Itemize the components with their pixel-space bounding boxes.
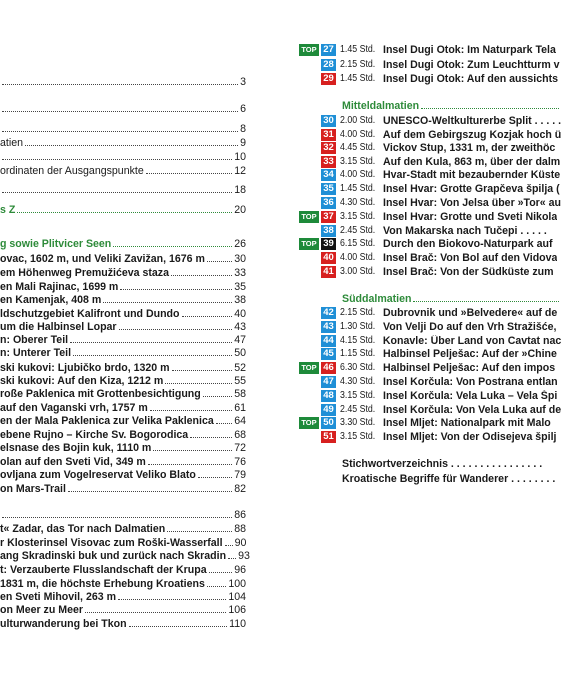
toc-page-number: 96 [234, 564, 246, 576]
dot-leader [153, 450, 232, 451]
toc-page-number: 76 [234, 456, 246, 468]
top-badge: TOP [299, 362, 319, 374]
tour-number: 35 [321, 183, 336, 195]
tour-entry[interactable] [296, 72, 561, 85]
dot-leader [2, 111, 238, 112]
toc-page-number: 64 [234, 415, 246, 427]
tour-entry[interactable] [296, 361, 561, 374]
toc-entry-title: ordinaten der Ausgangspunkte [0, 165, 144, 177]
toc-page-number: 30 [234, 253, 246, 265]
toc-entry-title: g sowie Plitvicer Seen [0, 238, 112, 250]
toc-entry-title: en der Mala Paklenica zur Velika Paklenica [0, 415, 214, 427]
dot-leader [225, 545, 233, 546]
dot-leader [167, 531, 232, 532]
toc-page-number: 38 [234, 294, 246, 306]
dot-leader [207, 586, 226, 587]
tour-entry[interactable] [296, 306, 561, 319]
dot-leader [103, 302, 232, 303]
section-title: Süddalmatien [342, 293, 412, 305]
toc-page-number: 9 [240, 137, 246, 149]
toc-entry-title: n: Unterer Teil [0, 347, 72, 359]
tour-title: Insel Korčula: Von Postrana entlan [383, 376, 558, 388]
tour-duration: 3.00 Std. [340, 266, 376, 277]
top-badge: TOP [299, 211, 319, 223]
index-entry[interactable] [342, 472, 561, 485]
toc-page-number: 72 [234, 442, 246, 454]
toc-entry[interactable] [0, 414, 246, 427]
toc-entry-title: en Kamenjak, 408 m [0, 294, 102, 306]
dot-leader [85, 612, 226, 613]
tour-entry[interactable] [296, 210, 561, 223]
tour-duration: 4.00 Std. [339, 129, 376, 140]
tour-duration: 4.30 Std. [340, 376, 376, 387]
toc-entry[interactable] [0, 536, 246, 549]
dot-leader [68, 491, 232, 492]
toc-entry[interactable] [0, 346, 246, 359]
toc-entry-title: ski kukovi: Ljubičko brdo, 1320 m [0, 362, 170, 374]
toc-entry[interactable] [0, 482, 246, 495]
tour-number: 39 [321, 238, 336, 250]
tour-duration: 3.15 Std. [340, 156, 376, 167]
tour-entry[interactable] [296, 237, 561, 250]
tour-number: 33 [321, 156, 336, 168]
toc-entry[interactable] [0, 387, 246, 400]
tour-duration: 6.15 Std. [340, 238, 376, 249]
toc-entry-title: ebene Rujno – Kirche Sv. Bogorodica [0, 429, 189, 441]
tour-title: Insel Brač: Von Bol auf den Vidova [383, 252, 558, 264]
dot-leader [17, 212, 232, 213]
tour-title: Von Velji Do auf den Vrh Stražišće, [383, 321, 557, 333]
tour-entry[interactable] [296, 58, 561, 71]
toc-page-number: 104 [228, 591, 246, 603]
toc-entry-title: en Mali Rajinac, 1699 m [0, 281, 119, 293]
toc-entry[interactable] [0, 75, 246, 88]
dot-leader [70, 342, 232, 343]
tour-title: Insel Mljet: Von der Odisejeva špilj [383, 431, 557, 443]
toc-page-number: 79 [234, 469, 246, 481]
tour-entry[interactable] [296, 168, 561, 181]
tour-entry[interactable] [296, 224, 561, 237]
tour-duration: 3.15 Std. [340, 211, 376, 222]
toc-page-number: 61 [234, 402, 246, 414]
toc-entry-title: ski kukovi: Auf den Kiza, 1212 m [0, 375, 164, 387]
tour-entry[interactable] [296, 43, 561, 56]
tour-number: 34 [321, 169, 336, 181]
toc-entry-title: on Mars-Trail [0, 483, 66, 495]
tour-entry[interactable] [296, 403, 561, 416]
dot-leader [25, 145, 238, 146]
section-title: Mitteldalmatien [342, 100, 420, 112]
tour-duration: 1.30 Std. [340, 321, 376, 332]
toc-entry[interactable] [0, 563, 246, 576]
dot-leader [203, 396, 232, 397]
dot-leader [2, 192, 232, 193]
toc-page-number: 68 [234, 429, 246, 441]
toc-entry[interactable] [0, 293, 246, 306]
dot-leader [2, 131, 238, 132]
tour-number: 41 [321, 266, 336, 278]
toc-entry-title: roße Paklenica mit Grottenbesichtigung [0, 388, 201, 400]
tour-entry[interactable] [296, 251, 561, 264]
tour-number: 51 [321, 431, 336, 443]
toc-entry[interactable] [0, 361, 246, 374]
toc-page-number: 10 [234, 151, 246, 163]
tour-number: 28 [321, 59, 336, 71]
toc-entry[interactable] [0, 617, 246, 630]
tour-number: 47 [321, 376, 336, 388]
toc-page-number: 12 [234, 165, 246, 177]
toc-entry[interactable] [0, 428, 246, 441]
toc-page-number: 90 [234, 537, 247, 549]
toc-entry[interactable] [0, 122, 246, 135]
tour-duration: 2.15 Std. [340, 59, 376, 70]
tour-title: Insel Brač: Von der Südküste zum [383, 266, 554, 278]
tour-duration: 1.45 Std. [340, 44, 376, 55]
tour-number: 36 [321, 197, 336, 209]
tour-duration: 3.15 Std. [340, 431, 376, 442]
tour-title: Halbinsel Pelješac: Auf den impos [383, 362, 556, 374]
tour-number: 40 [321, 252, 336, 264]
toc-entry-title: ovljana zum Vogelreservat Veliko Blato [0, 469, 196, 481]
tour-title: Insel Dugi Otok: Im Naturpark Tela [383, 44, 556, 56]
toc-entry-title: ulturwanderung bei Tkon [0, 618, 127, 630]
tour-duration: 2.00 Std. [339, 115, 376, 126]
toc-entry[interactable] [0, 508, 246, 521]
toc-entry-title: atien [0, 137, 23, 149]
tour-title: Insel Hvar: Grotte und Sveti Nikola [383, 211, 558, 223]
dot-leader [148, 464, 232, 465]
tour-duration: 2.45 Std. [339, 404, 376, 415]
toc-page-number: 6 [240, 103, 246, 115]
dot-leader [150, 410, 232, 411]
tour-duration: 3.15 Std. [340, 390, 376, 401]
toc-entry[interactable] [0, 237, 246, 250]
toc-entry[interactable] [0, 603, 246, 616]
tour-entry[interactable] [296, 347, 561, 360]
dot-leader [182, 316, 233, 317]
tour-number: 46 [321, 362, 336, 374]
tour-number: 27 [321, 44, 336, 56]
dot-leader [2, 84, 238, 85]
tour-duration: 4.00 Std. [340, 252, 376, 263]
dot-leader [216, 423, 232, 424]
toc-entry[interactable] [0, 136, 246, 149]
toc-entry[interactable] [0, 307, 246, 320]
tour-duration: 1.45 Std. [340, 183, 376, 194]
tour-number: 37 [321, 211, 336, 223]
tour-entry[interactable] [296, 416, 561, 429]
toc-entry[interactable] [0, 203, 246, 216]
dot-leader [207, 261, 232, 262]
toc-page-number: 110 [229, 618, 246, 630]
toc-page-number: 100 [228, 578, 246, 590]
top-badge: TOP [299, 238, 319, 250]
toc-entry-title: en Sveti Mihovil, 263 m [0, 591, 116, 603]
dot-leader [413, 301, 559, 302]
toc-entry[interactable] [0, 150, 246, 163]
toc-page-number: 88 [234, 523, 246, 535]
top-badge: TOP [299, 44, 319, 56]
tour-entry[interactable] [296, 141, 561, 154]
dot-leader [118, 599, 226, 600]
tour-number: 48 [321, 390, 336, 402]
index-entry-title: Stichwortverzeichnis . . . . . . . . . . . . . . . . [342, 458, 543, 470]
toc-page-number: 50 [234, 347, 246, 359]
tour-number: 30 [321, 115, 336, 127]
tour-title: Insel Korčula: Von Vela Luka auf de [382, 404, 561, 416]
tour-number: 49 [321, 404, 336, 416]
dot-leader [2, 517, 232, 518]
tour-title: Konavle: Über Land von Cavtat nac [382, 335, 561, 347]
dot-leader [129, 626, 228, 627]
tour-title: Halbinsel Pelješac: Auf der »Chine [383, 348, 557, 360]
tour-title: Insel Dugi Otok: Zum Leuchtturm v [383, 59, 560, 71]
tour-number: 31 [321, 129, 336, 141]
toc-page-number: 86 [234, 509, 246, 521]
tour-number: 44 [321, 335, 336, 347]
toc-page-number: 40 [234, 308, 246, 320]
toc-page-number: 52 [234, 362, 246, 374]
toc-page-number: 26 [234, 238, 246, 250]
tour-duration: 6.30 Std. [340, 362, 376, 373]
toc-entry-title: 1831 m, die höchste Erhebung Kroatiens [0, 578, 205, 590]
tour-number: 45 [321, 348, 336, 360]
tour-entry[interactable] [296, 128, 561, 141]
dot-leader [165, 383, 232, 384]
toc-entry-title: s Z [0, 204, 16, 216]
toc-entry[interactable] [0, 252, 246, 265]
tour-entry[interactable] [296, 430, 561, 443]
top-badge: TOP [299, 417, 319, 429]
tour-entry[interactable] [296, 265, 561, 278]
tour-entry[interactable] [296, 155, 561, 168]
dot-leader [120, 289, 232, 290]
toc-page-number: 82 [234, 483, 246, 495]
toc-entry-title: n: Oberer Teil [0, 334, 69, 346]
toc-page-number: 20 [234, 204, 246, 216]
tour-number: 43 [321, 321, 336, 333]
toc-entry-title: auf den Vaganski vrh, 1757 m [0, 402, 148, 414]
dot-leader [198, 477, 232, 478]
section-heading [342, 99, 561, 112]
toc-entry[interactable] [0, 549, 250, 562]
tour-title: Durch den Biokovo-Naturpark auf [383, 238, 553, 250]
toc-entry-title: on Meer zu Meer [0, 604, 84, 616]
tour-entry[interactable] [296, 182, 561, 195]
dot-leader [209, 572, 233, 573]
tour-title: Vickov Stup, 1331 m, der zweithöc [383, 142, 556, 154]
toc-page-number: 33 [234, 267, 246, 279]
toc-page-number: 8 [240, 123, 246, 135]
tour-duration: 1.45 Std. [340, 73, 376, 84]
dot-leader [119, 329, 233, 330]
dot-leader [421, 108, 559, 109]
toc-page-number: 47 [234, 334, 246, 346]
tour-duration: 4.00 Std. [340, 169, 376, 180]
toc-page-number: 58 [234, 388, 246, 400]
toc-entry[interactable] [0, 522, 246, 535]
tour-number: 29 [321, 73, 336, 85]
toc-entry-title: um die Halbinsel Lopar [0, 321, 117, 333]
tour-entry[interactable] [296, 375, 561, 388]
toc-entry[interactable] [0, 468, 246, 481]
toc-entry-title: em Höhenweg Premužićeva staza [0, 267, 169, 279]
dot-leader [73, 355, 232, 356]
tour-duration: 4.30 Std. [340, 197, 376, 208]
tour-number: 32 [321, 142, 336, 154]
tour-title: Hvar-Stadt mit bezaubernder Küste [383, 169, 561, 181]
toc-page-number: 106 [228, 604, 246, 616]
toc-entry[interactable] [0, 320, 246, 333]
tour-title: Insel Korčula: Vela Luka – Vela Špi [383, 390, 558, 402]
tour-duration: 3.30 Std. [340, 417, 376, 428]
toc-entry[interactable] [0, 441, 246, 454]
tour-number: 38 [321, 225, 336, 237]
toc-entry-title: t: Verzauberte Flusslandschaft der Krupa [0, 564, 207, 576]
dot-leader [190, 437, 232, 438]
index-entry[interactable] [342, 457, 561, 470]
tour-entry[interactable] [296, 334, 561, 347]
tour-number: 42 [321, 307, 336, 319]
toc-entry[interactable] [0, 266, 246, 279]
toc-page-number: 93 [238, 550, 250, 562]
dot-leader [171, 275, 232, 276]
toc-entry[interactable] [0, 183, 246, 196]
toc-page-number: 18 [234, 184, 246, 196]
toc-entry-title: ang Skradinski buk und zurück nach Skradin [0, 550, 227, 562]
toc-entry[interactable] [0, 333, 246, 346]
dot-leader [113, 246, 232, 247]
toc-entry[interactable] [0, 164, 246, 177]
toc-page-number: 35 [234, 281, 246, 293]
toc-entry[interactable] [0, 102, 246, 115]
toc-entry[interactable] [0, 401, 246, 414]
dot-leader [172, 370, 233, 371]
toc-entry-title: ovac, 1602 m, und Veliki Zavižan, 1676 m [0, 253, 205, 265]
tour-entry[interactable] [296, 196, 561, 209]
tour-entry[interactable] [296, 320, 561, 333]
tour-duration: 2.45 Std. [340, 225, 376, 236]
tour-title: Insel Hvar: Grotte Grapčeva špilja ( [383, 183, 560, 195]
tour-title: Auf den Kula, 863 m, über der dalm [383, 156, 561, 168]
toc-entry[interactable] [0, 280, 246, 293]
tour-number: 50 [321, 417, 336, 429]
toc-entry-title: r Klosterinsel Visovac zum Roški-Wasserfall [0, 537, 223, 549]
dot-leader [228, 558, 236, 559]
toc-entry-title: ldschutzgebiet Kalifront und Dundo [0, 308, 180, 320]
toc-entry[interactable] [0, 455, 246, 468]
tour-title: Insel Hvar: Von Jelsa über »Tor« au [383, 197, 561, 209]
section-heading [342, 292, 561, 305]
tour-title: Insel Dugi Otok: Auf den aussichts [383, 73, 559, 85]
tour-title: Dubrovnik und »Belvedere« auf de [383, 307, 558, 319]
toc-entry[interactable] [0, 577, 246, 590]
dot-leader [2, 159, 232, 160]
toc-entry-title: elsnase des Bojin kuk, 1110 m [0, 442, 152, 454]
tour-title: Von Makarska nach Tučepi . . . . . [383, 225, 547, 237]
index-entry-title: Kroatische Begriffe für Wanderer . . . . . . . . [342, 473, 556, 485]
toc-page-number: 43 [234, 321, 246, 333]
tour-entry[interactable] [296, 389, 561, 402]
toc-entry-title: t« Zadar, das Tor nach Dalmatien [0, 523, 166, 535]
tour-title: Auf dem Gebirgszug Kozjak hoch ü [382, 129, 561, 141]
toc-page-number: 3 [240, 76, 246, 88]
tour-duration: 4.15 Std. [339, 335, 376, 346]
tour-title: Insel Mljet: Nationalpark mit Malo [383, 417, 551, 429]
toc-entry-title: olan auf den Sveti Vid, 349 m [0, 456, 146, 468]
tour-title: UNESCO-Weltkulturerbe Split . . . . . [382, 115, 561, 127]
toc-entry[interactable] [0, 374, 246, 387]
dot-leader [146, 173, 232, 174]
tour-duration: 1.15 Std. [340, 348, 376, 359]
toc-entry[interactable] [0, 590, 246, 603]
toc-page-number: 55 [234, 375, 246, 387]
tour-entry[interactable] [296, 114, 561, 127]
tour-duration: 4.45 Std. [340, 142, 376, 153]
tour-duration: 2.15 Std. [340, 307, 376, 318]
